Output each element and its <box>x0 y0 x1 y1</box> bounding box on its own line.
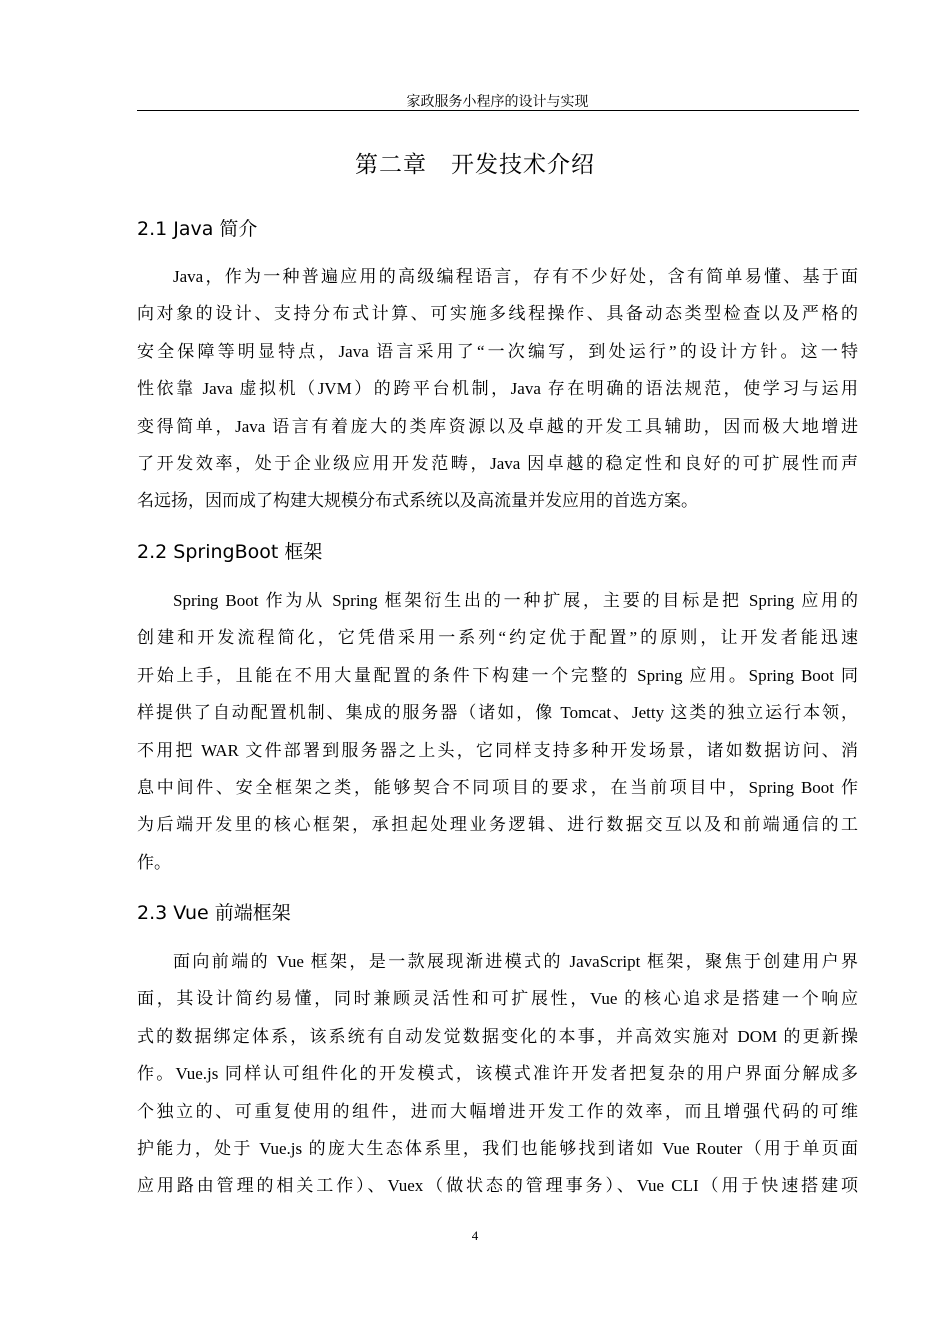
text-line: 了开发效率，处于企业级应用开发范畴，Java 因卓越的稳定性和良好的可扩展性而声 <box>137 453 858 473</box>
text-line: 安全保障等明显特点，Java 语言采用了“一次编写，到处运行”的设计方针。这一特 <box>137 341 858 361</box>
chapter-title: 第二章 开发技术介绍 <box>355 152 595 178</box>
text-line: 息中间件、安全框架之类，能够契合不同项目的要求，在当前项目中，Spring Boot 作 <box>137 777 858 797</box>
running-header: 家政服务小程序的设计与实现 <box>406 95 589 110</box>
text-line: 开始上手，且能在不用大量配置的条件下构建一个完整的 Spring 应用。Spring Boot 同 <box>137 665 858 685</box>
text-line: 名远扬，因而成了构建大规模分布式系统以及高流量并发应用的首选方案。 <box>137 491 698 511</box>
text-line: 作。Vue.js 同样认可组件化的开发模式，该模式准许开发者把复杂的用户界面分解成多 <box>137 1064 858 1084</box>
text-line: 应用路由管理的相关工作）、Vuex（做状态的管理事务）、Vue CLI（用于快速搭建项 <box>137 1176 858 1196</box>
text-line: 个独立的、可重复使用的组件，进而大幅增进开发工作的效率，而且增强代码的可维 <box>137 1101 858 1121</box>
text-line: 为后端开发里的核心框架，承担起处理业务逻辑、进行数据交互以及和前端通信的工 <box>137 815 858 835</box>
header-rule <box>137 110 859 111</box>
text-line: 面向前端的 Vue 框架，是一款展现渐进模式的 JavaScript 框架，聚焦于创建用户界 <box>173 952 858 971</box>
text-line: 面，其设计简约易懂，同时兼顾灵活性和可扩展性，Vue 的核心追求是搭建一个响应 <box>137 989 858 1009</box>
text-line: 向对象的设计、支持分布式计算、可实施多线程操作、具备动态类型检查以及严格的 <box>137 304 858 324</box>
section-heading-2-3: 2.3 Vue 前端框架 <box>137 902 291 924</box>
section-heading-2-1: 2.1 Java 简介 <box>137 218 258 240</box>
text-line: 作。 <box>137 852 171 872</box>
section-paragraph-2-1 <box>137 258 858 520</box>
text-line: 不用把 WAR 文件部署到服务器之上头，它同样支持多种开发场景，诸如数据访问、消 <box>137 740 858 760</box>
page-number: 4 <box>471 1228 479 1243</box>
text-line: 性依靠 Java 虚拟机（JVM）的跨平台机制，Java 存在明确的语法规范，使学习与运用 <box>137 379 858 399</box>
text-line: Java，作为一种普遍应用的高级编程语言，存有不少好处，含有简单易懂、基于面 <box>173 267 858 286</box>
section-heading-2-2: 2.2 SpringBoot 框架 <box>137 541 323 563</box>
section-paragraph-2-3 <box>137 943 858 1205</box>
section-paragraph-2-2 <box>137 582 858 881</box>
text-line: 变得简单，Java 语言有着庞大的类库资源以及卓越的开发工具辅助，因而极大地增进 <box>137 416 858 436</box>
text-line: 创建和开发流程简化，它凭借采用一系列“约定优于配置”的原则，让开发者能迅速 <box>137 628 858 648</box>
text-line: 式的数据绑定体系，该系统有自动发觉数据变化的本事，并高效实施对 DOM 的更新操 <box>137 1026 858 1046</box>
text-line: 样提供了自动配置机制、集成的服务器（诸如，像 Tomcat、Jetty 这类的独立运行本领， <box>137 703 858 723</box>
text-line: 护能力，处于 Vue.js 的庞大生态体系里，我们也能够找到诸如 Vue Router（用于单页面 <box>137 1138 858 1158</box>
text-line: Spring Boot 作为从 Spring 框架衍生出的一种扩展，主要的目标是把 Spring 应用的 <box>173 591 858 610</box>
